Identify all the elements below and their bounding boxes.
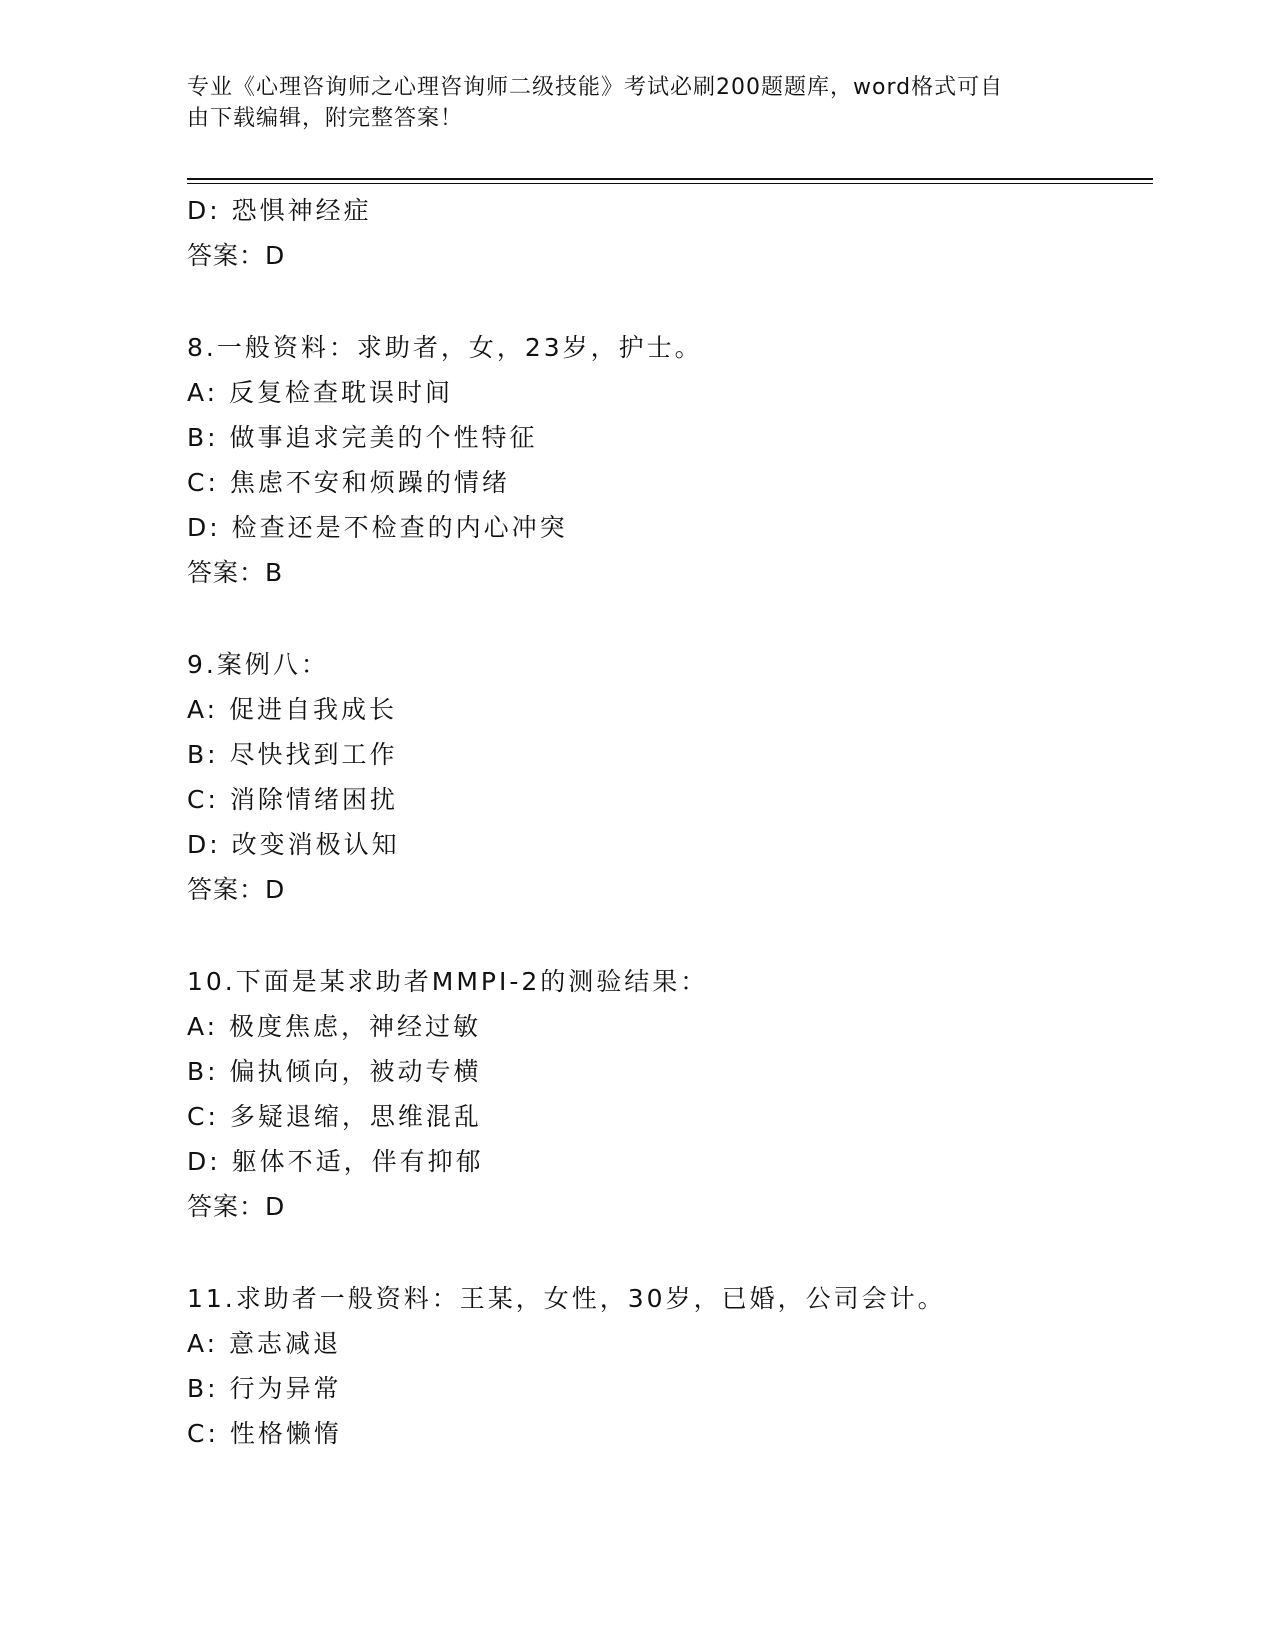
option-a: A: 极度焦虑，神经过敏 (187, 1012, 482, 1041)
spacer (187, 1229, 1153, 1276)
document-header (187, 72, 1087, 134)
answer: 答案：B (187, 558, 284, 587)
question-9 (187, 642, 1153, 912)
question-stem: 10.下面是某求助者MMPI-2的测验结果： (187, 967, 709, 996)
option-a: A: 反复检查耽误时间 (187, 378, 454, 407)
question-10 (187, 959, 1153, 1229)
question-stem: 8.一般资料：求助者，女，23岁，护士。 (187, 333, 703, 362)
header-divider-thin (187, 183, 1153, 184)
question-stem: 9.案例八： (187, 650, 329, 679)
option-a: A: 促进自我成长 (187, 695, 398, 724)
option-b: B: 做事追求完美的个性特征 (187, 423, 538, 452)
option-c: C: 性格懒惰 (187, 1419, 342, 1448)
spacer (187, 278, 1153, 325)
question-7-answer: 答案：D (187, 241, 286, 270)
question-stem: 11.求助者一般资料：王某，女性，30岁，已婚，公司会计。 (187, 1284, 946, 1313)
option-d: D: 躯体不适，伴有抑郁 (187, 1147, 484, 1176)
spacer (187, 595, 1153, 642)
spacer (187, 912, 1153, 959)
header-divider-thick (187, 178, 1153, 180)
header-line-2: 由下载编辑，附完整答案！ (187, 106, 464, 131)
option-c: C: 多疑退缩，思维混乱 (187, 1102, 482, 1131)
option-c: C: 焦虑不安和烦躁的情绪 (187, 468, 510, 497)
question-7-option-d: D: 恐惧神经症 (187, 196, 372, 225)
question-11 (187, 1276, 1153, 1456)
option-b: B: 偏执倾向，被动专横 (187, 1057, 482, 1086)
option-d: D: 检查还是不检查的内心冲突 (187, 513, 568, 542)
option-d: D: 改变消极认知 (187, 830, 400, 859)
option-c: C: 消除情绪困扰 (187, 785, 398, 814)
answer: 答案：D (187, 875, 286, 904)
question-8 (187, 325, 1153, 595)
question-list (187, 188, 1153, 1456)
option-b: B: 尽快找到工作 (187, 740, 398, 769)
option-a: A: 意志减退 (187, 1329, 342, 1358)
answer: 答案：D (187, 1192, 286, 1221)
header-line-1: 专业《心理咨询师之心理咨询师二级技能》考试必刷200题题库，word格式可自 (187, 75, 1004, 100)
option-b: B: 行为异常 (187, 1374, 342, 1403)
